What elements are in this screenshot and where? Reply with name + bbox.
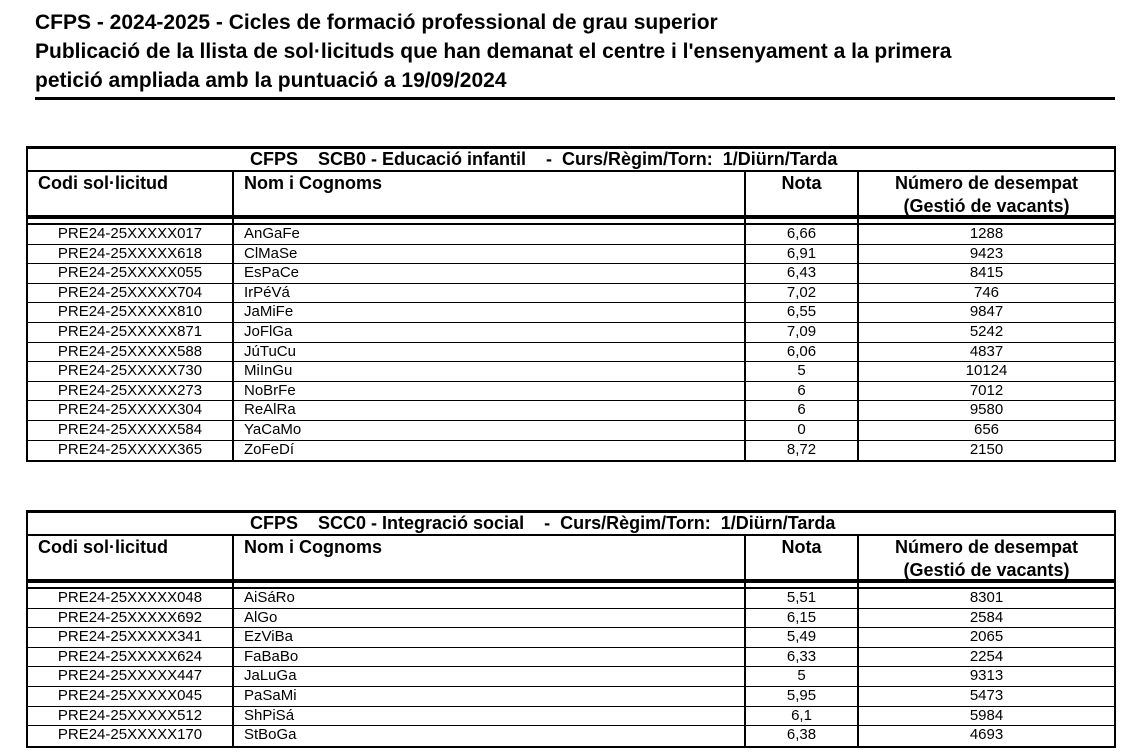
cell-name: ClMaSe	[234, 245, 746, 264]
table-row	[28, 401, 1114, 421]
cell-tiebreak: 9847	[969, 303, 1004, 321]
cell-code: PRE24-25XXXXX692	[28, 609, 234, 628]
table-row	[28, 362, 1114, 382]
cell-code: PRE24-25XXXXX447	[28, 667, 234, 686]
cell-grade: 5,95	[746, 687, 859, 706]
table-row	[28, 628, 1114, 648]
cell-name: YaCaMo	[234, 421, 746, 440]
cell-tiebreak: 5242	[969, 322, 1004, 340]
document-title: CFPS - 2024-2025 - Cicles de formació professional de grau superior	[35, 11, 718, 34]
cell-name: AlGo	[234, 609, 746, 628]
cell-grade: 5	[746, 362, 859, 381]
col-header-code: Codi sol·licitud	[28, 536, 234, 579]
cell-tiebreak: 10124	[965, 362, 1008, 380]
cell-name: MiInGu	[234, 362, 746, 381]
cell-grade: 7,02	[746, 284, 859, 303]
col-header-tiebreak-line1: Número de desempat	[894, 537, 1079, 557]
cell-grade: 6,15	[746, 609, 859, 628]
cell-name: ReAlRa	[234, 401, 746, 420]
table-row	[28, 726, 1114, 746]
table-row	[28, 707, 1114, 727]
cell-grade: 5	[746, 667, 859, 686]
cell-code: PRE24-25XXXXX048	[28, 589, 234, 608]
cell-tiebreak: 1288	[969, 225, 1004, 242]
cell-tiebreak: 2150	[969, 440, 1004, 458]
table-row	[28, 421, 1114, 441]
table-row	[28, 589, 1114, 609]
cell-tiebreak: 2584	[969, 608, 1004, 626]
cell-grade: 7,09	[746, 323, 859, 342]
cell-name: EzViBa	[234, 628, 746, 647]
table-row	[28, 648, 1114, 668]
section-title-bar	[26, 510, 1116, 534]
section-title-bar	[26, 146, 1116, 170]
cell-tiebreak: 9423	[969, 244, 1004, 262]
cell-code: PRE24-25XXXXX273	[28, 382, 234, 401]
cell-tiebreak: 5984	[969, 706, 1004, 724]
table-header	[26, 534, 1116, 583]
cell-name: JaMiFe	[234, 303, 746, 322]
cell-grade: 6	[746, 382, 859, 401]
cell-grade: 6,43	[746, 264, 859, 283]
cell-tiebreak: 5473	[969, 686, 1004, 704]
cell-tiebreak: 8301	[969, 589, 1004, 606]
cell-tiebreak: 746	[973, 283, 1000, 301]
cell-code: PRE24-25XXXXX618	[28, 245, 234, 264]
table-row	[28, 245, 1114, 265]
cell-name: JúTuCu	[234, 343, 746, 362]
header-gap	[26, 219, 1116, 223]
cell-name: JaLuGa	[234, 667, 746, 686]
cell-tiebreak: 8415	[969, 264, 1004, 282]
document-subtitle-line2: petició ampliada amb la puntuació a 19/09/2024	[35, 69, 507, 92]
cell-grade: 6,06	[746, 343, 859, 362]
col-header-tiebreak	[859, 172, 1114, 215]
table-row	[28, 687, 1114, 707]
cell-code: PRE24-25XXXXX512	[28, 707, 234, 726]
cell-code: PRE24-25XXXXX704	[28, 284, 234, 303]
cell-name: FaBaBo	[234, 648, 746, 667]
cell-code: PRE24-25XXXXX730	[28, 362, 234, 381]
cell-grade: 5,49	[746, 628, 859, 647]
cell-code: PRE24-25XXXXX624	[28, 648, 234, 667]
cell-grade: 6,55	[746, 303, 859, 322]
cell-tiebreak: 2254	[969, 647, 1004, 665]
col-header-grade: Nota	[746, 172, 859, 215]
col-header-grade: Nota	[746, 536, 859, 579]
col-header-tiebreak	[859, 536, 1114, 579]
cell-tiebreak: 7012	[969, 381, 1004, 399]
table-header	[26, 170, 1116, 219]
section-scb0	[26, 146, 1116, 462]
cell-grade: 6,91	[746, 245, 859, 264]
cell-grade: 0	[746, 421, 859, 440]
cell-grade: 5,51	[746, 589, 859, 608]
section-title: CFPS SCC0 - Integració social - Curs/Règim/Torn: 1/Diürn/Tarda	[250, 513, 836, 533]
cell-tiebreak: 9313	[969, 667, 1004, 685]
table-row	[28, 343, 1114, 363]
cell-grade: 6,33	[746, 648, 859, 667]
col-header-tiebreak-line2: (Gestió de vacants)	[903, 196, 1070, 216]
section-scc0	[26, 510, 1116, 748]
col-header-code: Codi sol·licitud	[28, 172, 234, 215]
table-row	[28, 284, 1114, 304]
cell-code: PRE24-25XXXXX017	[28, 225, 234, 244]
cell-grade: 6	[746, 401, 859, 420]
table-row	[28, 441, 1114, 461]
cell-grade: 8,72	[746, 441, 859, 461]
cell-tiebreak: 656	[973, 420, 1000, 438]
cell-name: EsPaCe	[234, 264, 746, 283]
col-header-tiebreak-line1: Número de desempat	[894, 173, 1079, 193]
col-header-tiebreak-line2: (Gestió de vacants)	[903, 560, 1070, 580]
document-subtitle-line1: Publicació de la llista de sol·licituds que han demanat el centre i l'ensenyament a la primera	[35, 40, 952, 63]
table-row	[28, 323, 1114, 343]
cell-tiebreak: 4837	[969, 342, 1004, 360]
cell-code: PRE24-25XXXXX341	[28, 628, 234, 647]
cell-code: PRE24-25XXXXX170	[28, 726, 234, 746]
cell-code: PRE24-25XXXXX584	[28, 421, 234, 440]
cell-code: PRE24-25XXXXX045	[28, 687, 234, 706]
cell-name: JoFlGa	[234, 323, 746, 342]
cell-code: PRE24-25XXXXX055	[28, 264, 234, 283]
cell-name: PaSaMi	[234, 687, 746, 706]
cell-code: PRE24-25XXXXX365	[28, 441, 234, 461]
table-row	[28, 667, 1114, 687]
cell-name: AiSáRo	[234, 589, 746, 608]
cell-name: AnGaFe	[234, 225, 746, 244]
cell-code: PRE24-25XXXXX871	[28, 323, 234, 342]
col-header-name: Nom i Cognoms	[234, 172, 746, 215]
cell-name: ShPiSá	[234, 707, 746, 726]
cell-name: IrPéVá	[234, 284, 746, 303]
col-header-name: Nom i Cognoms	[234, 536, 746, 579]
cell-grade: 6,1	[746, 707, 859, 726]
section-title: CFPS SCB0 - Educació infantil - Curs/Règim/Torn: 1/Diürn/Tarda	[250, 149, 838, 169]
table-row	[28, 264, 1114, 284]
cell-name: StBoGa	[234, 726, 746, 746]
cell-code: PRE24-25XXXXX304	[28, 401, 234, 420]
document-header	[35, 8, 1115, 100]
cell-tiebreak: 9580	[969, 401, 1004, 419]
cell-grade: 6,66	[746, 225, 859, 244]
cell-code: PRE24-25XXXXX588	[28, 343, 234, 362]
table-row	[28, 609, 1114, 629]
cell-code: PRE24-25XXXXX810	[28, 303, 234, 322]
table-row	[28, 225, 1114, 245]
table-body	[26, 587, 1116, 748]
cell-grade: 6,38	[746, 726, 859, 746]
cell-name: ZoFeDí	[234, 441, 746, 461]
cell-name: NoBrFe	[234, 382, 746, 401]
cell-tiebreak: 4693	[969, 726, 1004, 744]
table-body	[26, 223, 1116, 462]
table-row	[28, 303, 1114, 323]
table-row	[28, 382, 1114, 402]
header-gap	[26, 583, 1116, 587]
cell-tiebreak: 2065	[969, 628, 1004, 646]
